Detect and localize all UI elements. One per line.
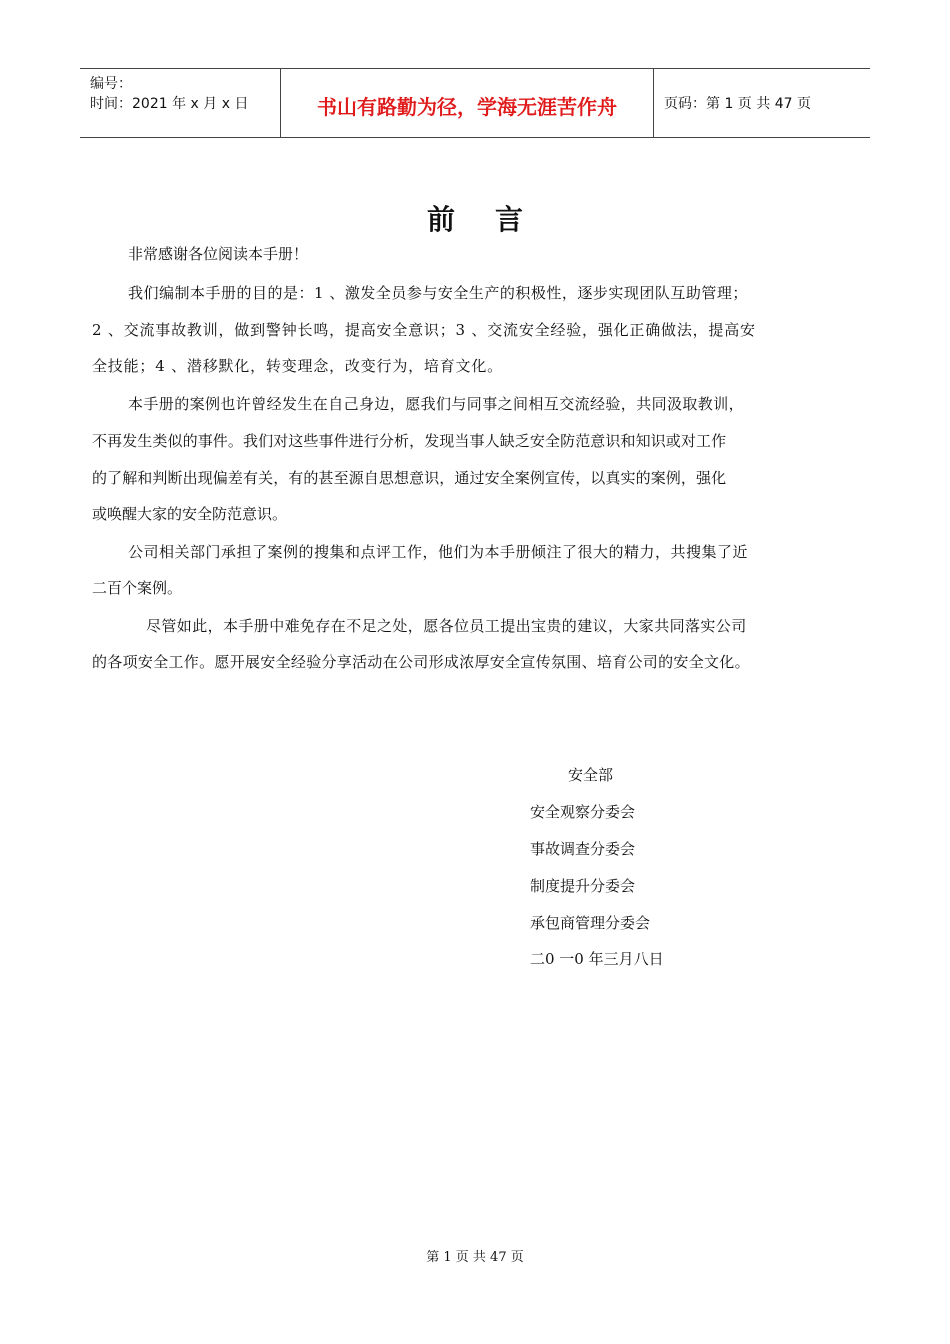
header-page-info: 页码：第 1 页 共 47 页	[664, 96, 811, 112]
signature-line: 安全观察分委会	[530, 803, 636, 821]
body-line: 尽管如此，本手册中难免存在不足之处，愿各位员工提出宝贵的建议，大家共同落实公司	[146, 617, 747, 635]
signature-line: 安全部	[568, 766, 614, 784]
document-date-label: 时间：2021 年 x 月 x 日	[90, 96, 249, 112]
signature-date: 二0 一0 年三月八日	[530, 950, 664, 968]
page-title: 前言	[426, 203, 563, 236]
header-page-cell	[654, 69, 870, 137]
document-number-label: 编号：	[90, 76, 132, 92]
header-meta-cell	[80, 69, 281, 137]
page-footer: 第 1 页 共 47 页	[426, 1250, 524, 1265]
body-line: 非常感谢各位阅读本手册！	[128, 245, 309, 263]
page-header	[80, 68, 870, 138]
body-line: 或唤醒大家的安全防范意识。	[92, 505, 288, 523]
header-motto-cell	[281, 69, 654, 137]
body-line: 公司相关部门承担了案例的搜集和点评工作，他们为本手册倾注了很大的精力，共搜集了近	[128, 543, 749, 561]
body-line: 我们编制本手册的目的是：1 、激发全员参与安全生产的积极性，逐步实现团队互助管理；	[128, 284, 748, 302]
signature-line: 承包商管理分委会	[530, 914, 651, 932]
body-line: 不再发生类似的事件。我们对这些事件进行分析，发现当事人缺乏安全防范意识和知识或对工作	[92, 432, 727, 450]
header-motto: 书山有路勤为径，学海无涯苦作舟	[317, 95, 617, 119]
body-line: 的了解和判断出现偏差有关，有的甚至源自思想意识，通过安全案例宣传，以真实的案例，强化	[92, 469, 727, 487]
signature-line: 制度提升分委会	[530, 877, 636, 895]
body-line: 全技能；4 、潜移默化，转变理念，改变行为，培育文化。	[92, 357, 503, 375]
body-line: 2 、交流事故教训，做到警钟长鸣，提高安全意识；3 、交流安全经验，强化正确做法，提高安	[92, 321, 756, 339]
body-line: 二百个案例。	[92, 579, 183, 597]
body-line: 本手册的案例也许曾经发生在自己身边，愿我们与同事之间相互交流经验，共同汲取教训，	[128, 395, 745, 413]
body-line: 的各项安全工作。愿开展安全经验分享活动在公司形成浓厚安全宣传氛围、培育公司的安全文化。	[92, 653, 750, 671]
signature-line: 事故调查分委会	[530, 840, 636, 858]
